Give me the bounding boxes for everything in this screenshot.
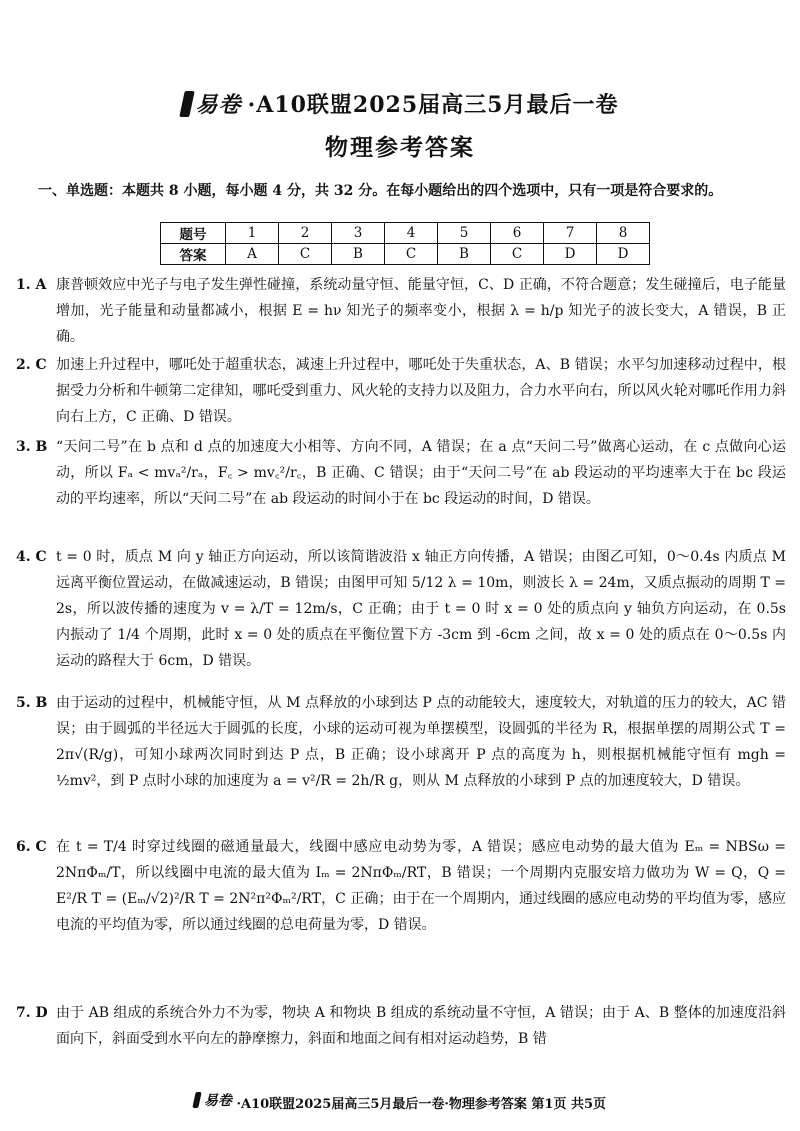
- subject-title: 物理参考答案: [325, 134, 475, 161]
- question-number: 2. C: [16, 357, 47, 373]
- page-footer: [0, 1090, 800, 1112]
- question-5: [16, 690, 786, 794]
- question-explanation: 由于 AB 组成的系统合外力不为零，物块 A 和物块 B 组成的系统动量不守恒，A 错误；由于 A、B 整体的加速度沿斜面向下，斜面受到水平向左的静摩擦力，斜面和地面之间有相对运动趋势，B 错: [56, 1005, 786, 1047]
- question-number: 7. D: [16, 1005, 48, 1021]
- table-cell: D: [597, 244, 650, 265]
- question-number: 4. C: [16, 549, 47, 565]
- question-number: 5. B: [16, 695, 48, 711]
- question-3: [16, 434, 786, 512]
- footer-logo-text: 易卷: [203, 1093, 232, 1109]
- question-number: 6. C: [16, 839, 47, 855]
- table-cell: 3: [332, 223, 385, 244]
- question-explanation: t = 0 时，质点 M 向 y 轴正方向运动，所以该简谐波沿 x 轴正方向传播，A 错误；由图乙可知，0～0.4s 内质点 M 远离平衡位置运动，在做减速运动，B 错误；由图甲可知 5/12 λ = 10m，则波长 λ = 24m，又质点振动的周期 T = 2s，所以波传播的速度为 v = λ/T = 12m/s，C 正确；由于 t = 0 时 x = 0 处的质点向 y 轴负方向运动，在 0.5s 内振动了 1/4 个周期，此时 x = 0 处的质点在平衡位置下方 -3cm 到 -6cm 之间，故 x = 0 处的质点在 0～0.5s 内运动的路程大于 6cm，D 错误。: [56, 549, 786, 669]
- footer-text: ·A10联盟2025届高三5月最后一卷·物理参考答案 第1页 共5页: [236, 1097, 607, 1112]
- table-cell: C: [491, 244, 544, 265]
- logo-text: 易卷: [195, 92, 242, 118]
- page-header: [0, 88, 800, 162]
- brand-logo: [182, 88, 242, 119]
- table-cell: D: [544, 244, 597, 265]
- table-cell: C: [279, 244, 332, 265]
- question-2: [16, 352, 786, 430]
- table-cell: 6: [491, 223, 544, 244]
- answer-table: [160, 222, 650, 265]
- question-7: [16, 1000, 786, 1052]
- footer-logo: [194, 1090, 232, 1110]
- table-cell: 8: [597, 223, 650, 244]
- table-cell: C: [385, 244, 438, 265]
- question-number: 3. B: [16, 439, 48, 455]
- logo-mark-icon: [179, 91, 195, 117]
- table-cell: 4: [385, 223, 438, 244]
- answer-table-answer-row: [161, 244, 650, 265]
- question-explanation: 在 t = T/4 时穿过线圈的磁通量最大，线圈中感应电动势为零，A 错误；感应电动势的最大值为 Eₘ = NBSω = 2NπΦₘ/T，所以线圈中电流的最大值为 Iₘ = 2NπΦₘ/RT，B 错误；一个周期内克服安培力做功为 W = Q，Q = E²/R T = (Eₘ/√2)²/R T = 2N²π²Φₘ²/RT，C 正确；由于在一个周期内，通过线圈的感应电动势的平均值为零，感应电流的平均值为零，所以通过线圈的总电荷量为零，D 错误。: [56, 839, 786, 933]
- question-explanation: 由于运动的过程中，机械能守恒，从 M 点释放的小球到达 P 点的动能较大，速度较大，对轨道的压力的较大，AC 错误；由于圆弧的半径远大于圆弧的长度，小球的运动可视为单摆模型，设圆弧的半径为 R，根据单摆的周期公式 T = 2π√(R/g)，可知小球两次同时到达 P 点，B 正确；设小球离开 P 点的高度为 h，则根据机械能守恒有 mgh = ½mv²，到 P 点时小球的加速度为 a = v²/R = 2h/R g，则从 M 点释放的小球到 P 点的加速度较大，D 错误。: [56, 695, 786, 789]
- table-cell: B: [332, 244, 385, 265]
- question-1: [16, 272, 786, 350]
- table-cell: 1: [226, 223, 279, 244]
- question-explanation: “天问二号”在 b 点和 d 点的加速度大小相等、方向不同，A 错误；在 a 点“天问二号”做离心运动，在 c 点做向心运动，所以 Fₐ < mvₐ²/rₐ，F꜀ > mv꜀²/r꜀，B 正确、C 错误；由于“天问二号”在 ab 段运动的平均速率大于在 bc 段运动的平均速率，所以“天问二号”在 ab 段运动的时间小于在 bc 段运动的时间，D 错误。: [56, 439, 786, 507]
- row-label: 答案: [161, 244, 226, 265]
- table-cell: B: [438, 244, 491, 265]
- table-cell: 5: [438, 223, 491, 244]
- answer-table-number-row: [161, 223, 650, 244]
- question-4: [16, 544, 786, 674]
- logo-mark-icon: [192, 1092, 201, 1108]
- exam-title: [0, 88, 800, 119]
- question-explanation: 康普顿效应中光子与电子发生弹性碰撞，系统动量守恒、能量守恒，C、D 正确，不符合题意；发生碰撞后，电子能量增加，光子能量和动量都减小，根据 E = hν 知光子的频率变小，根据 λ = h/p 知光子的波长变大，A 错误，B 正确。: [56, 277, 786, 345]
- table-cell: A: [226, 244, 279, 265]
- section-heading: 一、单选题：本题共 8 小题，每小题 4 分，共 32 分。在每小题给出的四个选项中，只有一项是符合要求的。: [38, 183, 723, 199]
- question-explanation: 加速上升过程中，哪吒处于超重状态，减速上升过程中，哪吒处于失重状态，A、B 错误；水平匀加速移动过程中，根据受力分析和牛顿第二定律知，哪吒受到重力、风火轮的支持力以及阻力，合力水平向右，所以风火轮对哪吒作用力斜向右上方，C 正确、D 错误。: [56, 357, 786, 425]
- question-6: [16, 834, 786, 938]
- row-label: 题号: [161, 223, 226, 244]
- table-cell: 7: [544, 223, 597, 244]
- exam-title-text: ·A10联盟2025届高三5月最后一卷: [247, 92, 619, 118]
- question-number: 1. A: [16, 277, 47, 293]
- table-cell: 2: [279, 223, 332, 244]
